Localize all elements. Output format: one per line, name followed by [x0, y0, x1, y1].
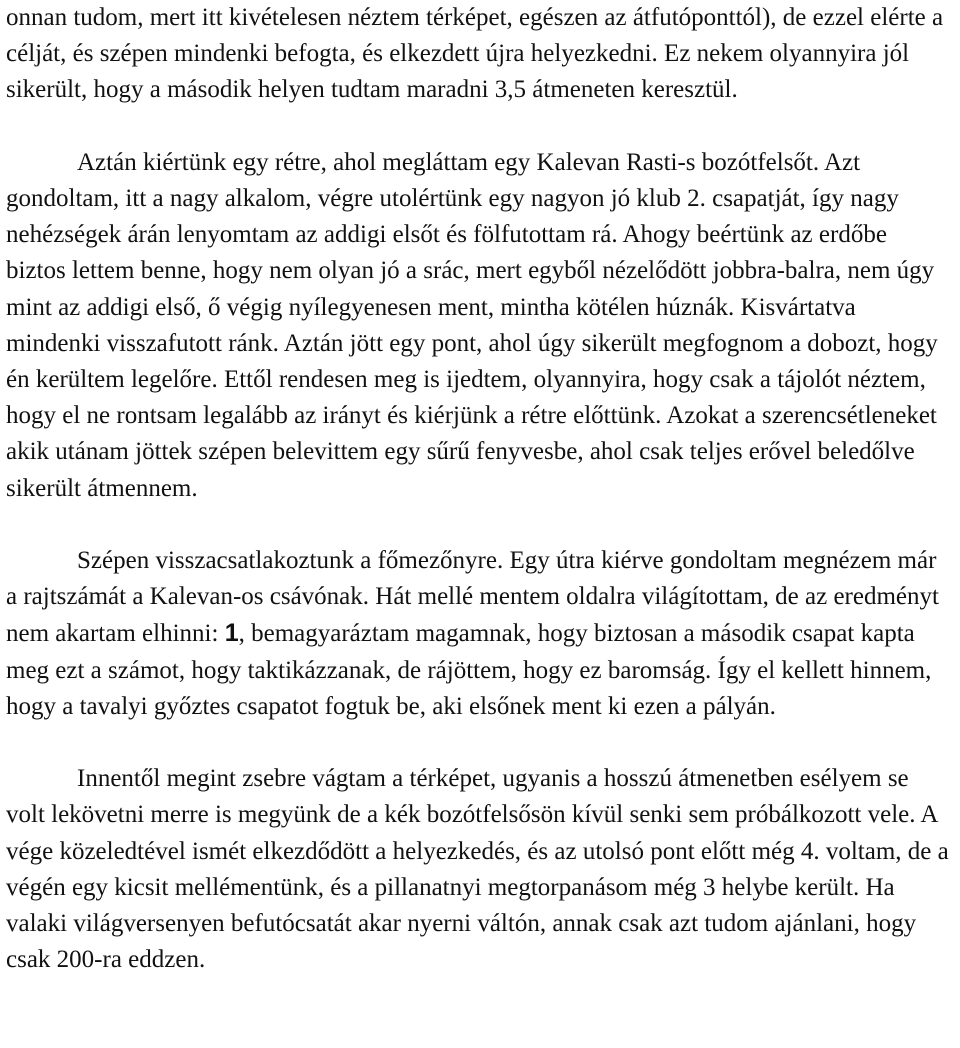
bib-number: 1: [224, 619, 239, 648]
paragraph-3-text-before: Szépen visszacsatlakoztunk a főmezőnyre. Egy útra kiérve gondoltam megnézem már a rajtszámát a Kalevan-os csávónak. Hát mellé mentem oldalra világítottam, de az eredményt nem akartam elhinni:: [6, 547, 939, 648]
document-page: [6, 0, 951, 978]
paragraph-3-text-after: , bemagyaráztam magamnak, hogy biztosan a második csapat kapta meg ezt a számot, hogy taktikázzanak, de rájöttem, hogy ez baromság. Így el kellett hinnem, hogy a tavalyi győztes csapatot fogtuk be, aki elsőnek ment ki ezen a pályán.: [6, 620, 932, 720]
paragraph-2: Aztán kiértünk egy rétre, ahol megláttam egy Kalevan Rasti-s bozótfelsőt. Azt gondoltam, itt a nagy alkalom, végre utolértünk egy nagyon jó klub 2. csapatját, így nagy nehézségek árán lenyomtam az addigi elsőt és fölfutottam rá. Ahogy beértünk az erdőbe biztos lettem benne, hogy nem olyan jó a srác, mert egyből nézelődött jobbra-balra, nem úgy mint az addigi első, ő végig nyílegyenesen ment, mintha kötélen húznák. Kisvártatva mindenki visszafutott ránk. Aztán jött egy pont, ahol úgy sikerült megfognom a dobozt, hogy én kerültem legelőre. Ettől rendesen meg is ijedtem, olyannyira, hogy csak a tájolót néztem, hogy el ne rontsam legalább az irányt és kiérjünk a rétre előttünk. Azokat a szerencsétleneket akik utánam jöttek szépen belevittem egy sűrű fenyvesbe, ahol csak teljes erővel beledőlve sikerült átmennem.: [6, 148, 938, 502]
paragraph-3: [6, 543, 951, 725]
paragraph-4: Innentől megint zsebre vágtam a térképet, ugyanis a hosszú átmenetben esélyem se volt lekövetni merre is megyünk de a kék bozótfelsősön kívül senki sem próbálkozott vele. A vége közeledtével ismét elkezdődött a helyezkedés, és az utolsó pont előtt még 4. voltam, de a végén egy kicsit mellémentünk, és a pillanatnyi megtorpanásom még 3 helybe került. Ha valaki világversenyen befutócsatát akar nyerni váltón, annak csak azt tudom ajánlani, hogy csak 200-ra eddzen.: [6, 765, 949, 974]
paragraph-1: onnan tudom, mert itt kivételesen néztem térképet, egészen az átfutóponttól), de ezzel elérte a célját, és szépen mindenki befogta, és elkezdett újra helyezkedni. Ez nekem olyannyira jól sikerült, hogy a második helyen tudtam maradni 3,5 átmeneten keresztül.: [6, 4, 944, 104]
